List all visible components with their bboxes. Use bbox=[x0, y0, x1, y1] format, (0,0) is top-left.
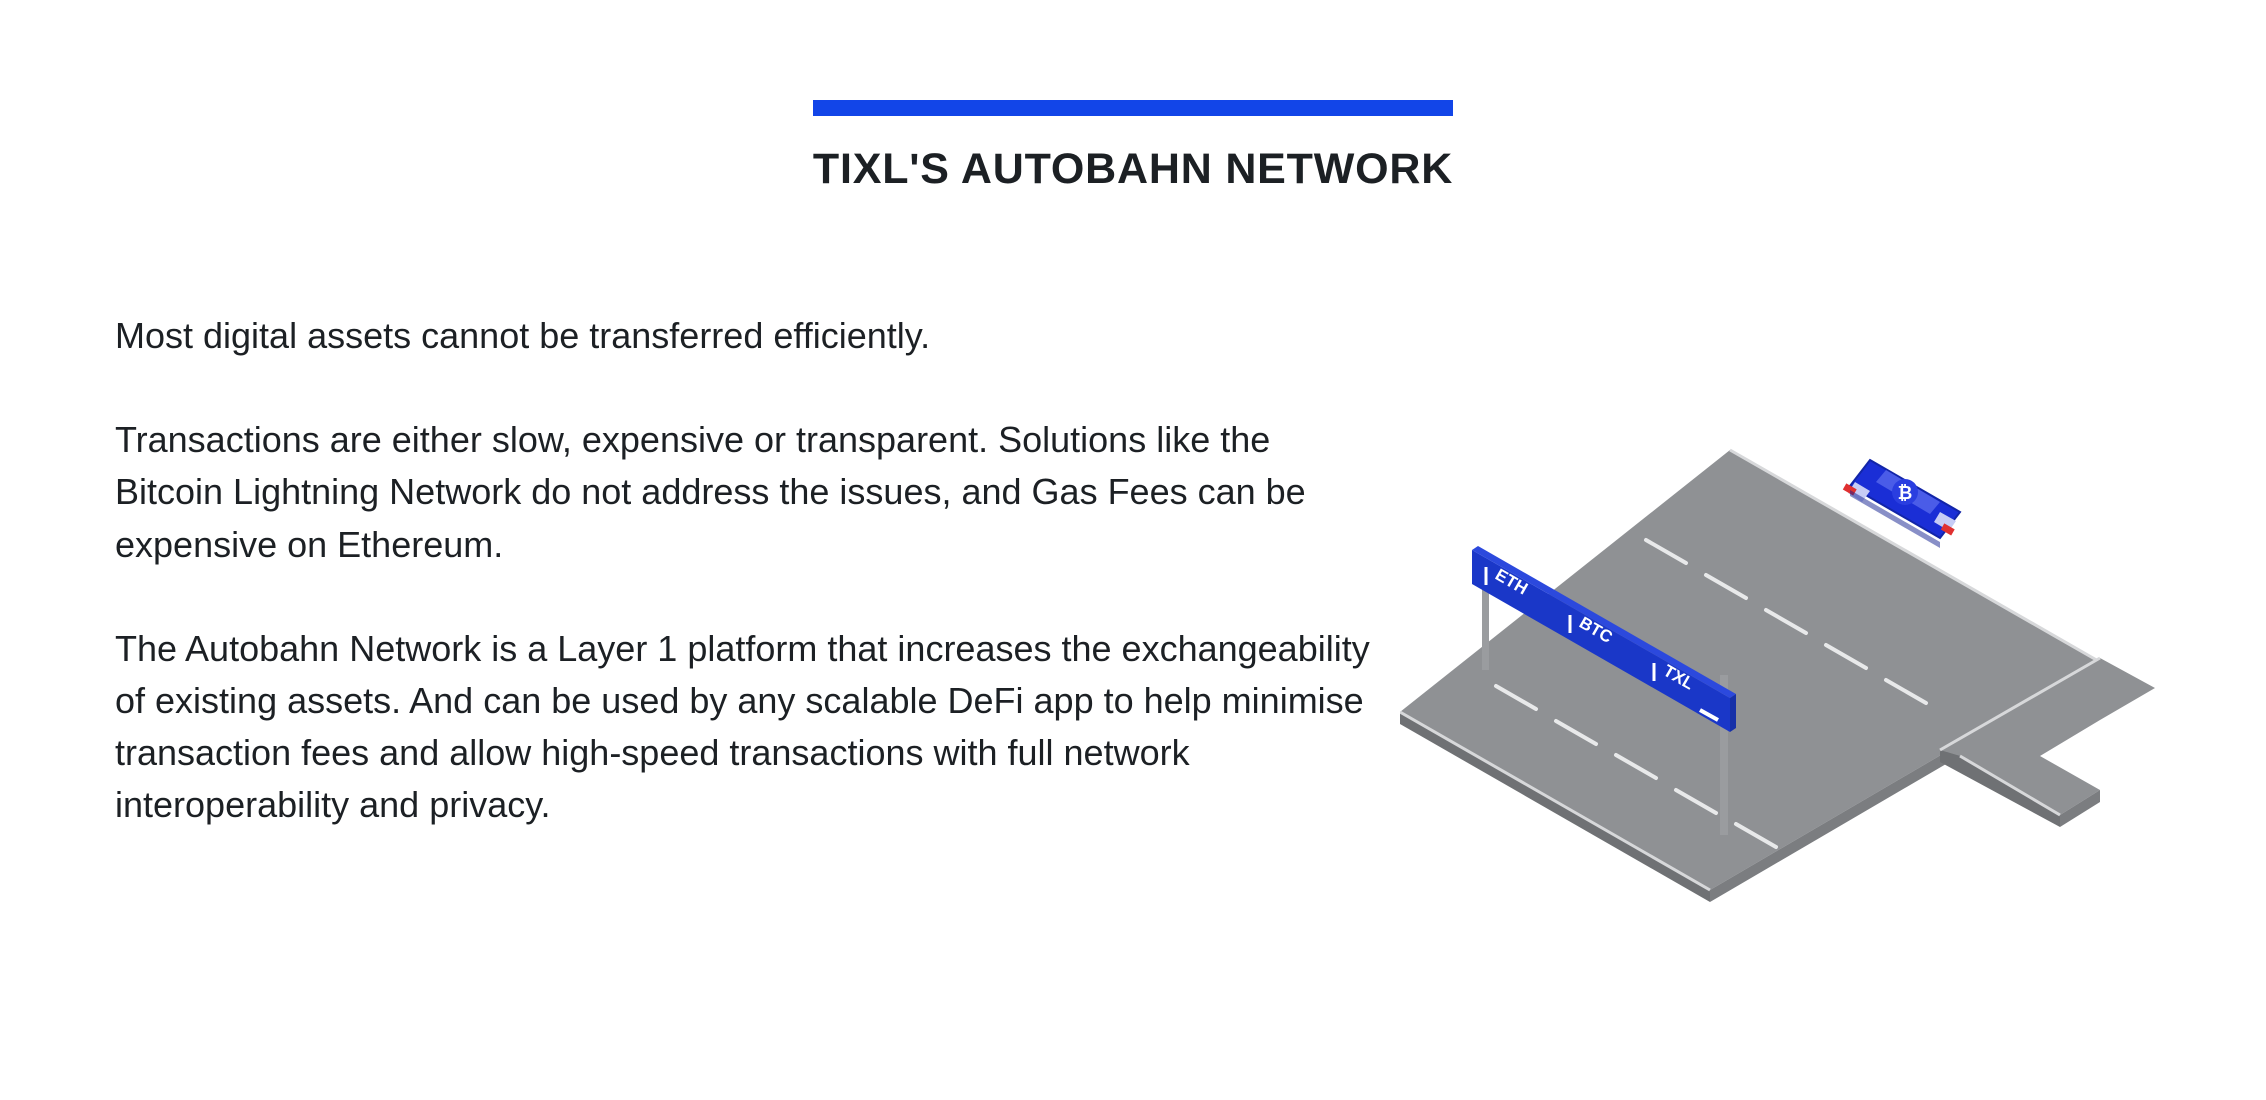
main-road bbox=[1400, 450, 2100, 902]
isometric-highway-illustration bbox=[1400, 420, 2160, 920]
body-copy bbox=[115, 310, 1415, 832]
accent-bar bbox=[813, 100, 1453, 116]
page-title: TIXL'S AUTOBAHN NETWORK bbox=[812, 145, 1454, 193]
sign-label-txl: TXL bbox=[1660, 661, 1698, 694]
slide-header bbox=[0, 100, 2266, 193]
sign-label-btc: BTC bbox=[1576, 613, 1616, 647]
sign-label-eth: ETH bbox=[1492, 565, 1531, 599]
car-badge: ₿ bbox=[1897, 483, 1913, 503]
paragraph-1: Most digital assets cannot be transferred efficiently. bbox=[115, 315, 931, 356]
paragraph-2: Transactions are either slow, expensive or transparent. Solutions like the Bitcoin Lightning Network do not address the issues, and Gas Fees can be expensive on Ethereum. bbox=[115, 419, 1306, 565]
paragraph-3: The Autobahn Network is a Layer 1 platform that increases the exchangeability of existing assets. And can be used by any scalable DeFi app to help minimise transaction fees and allow high-speed transactions with full network interoperability and privacy. bbox=[115, 627, 1370, 826]
